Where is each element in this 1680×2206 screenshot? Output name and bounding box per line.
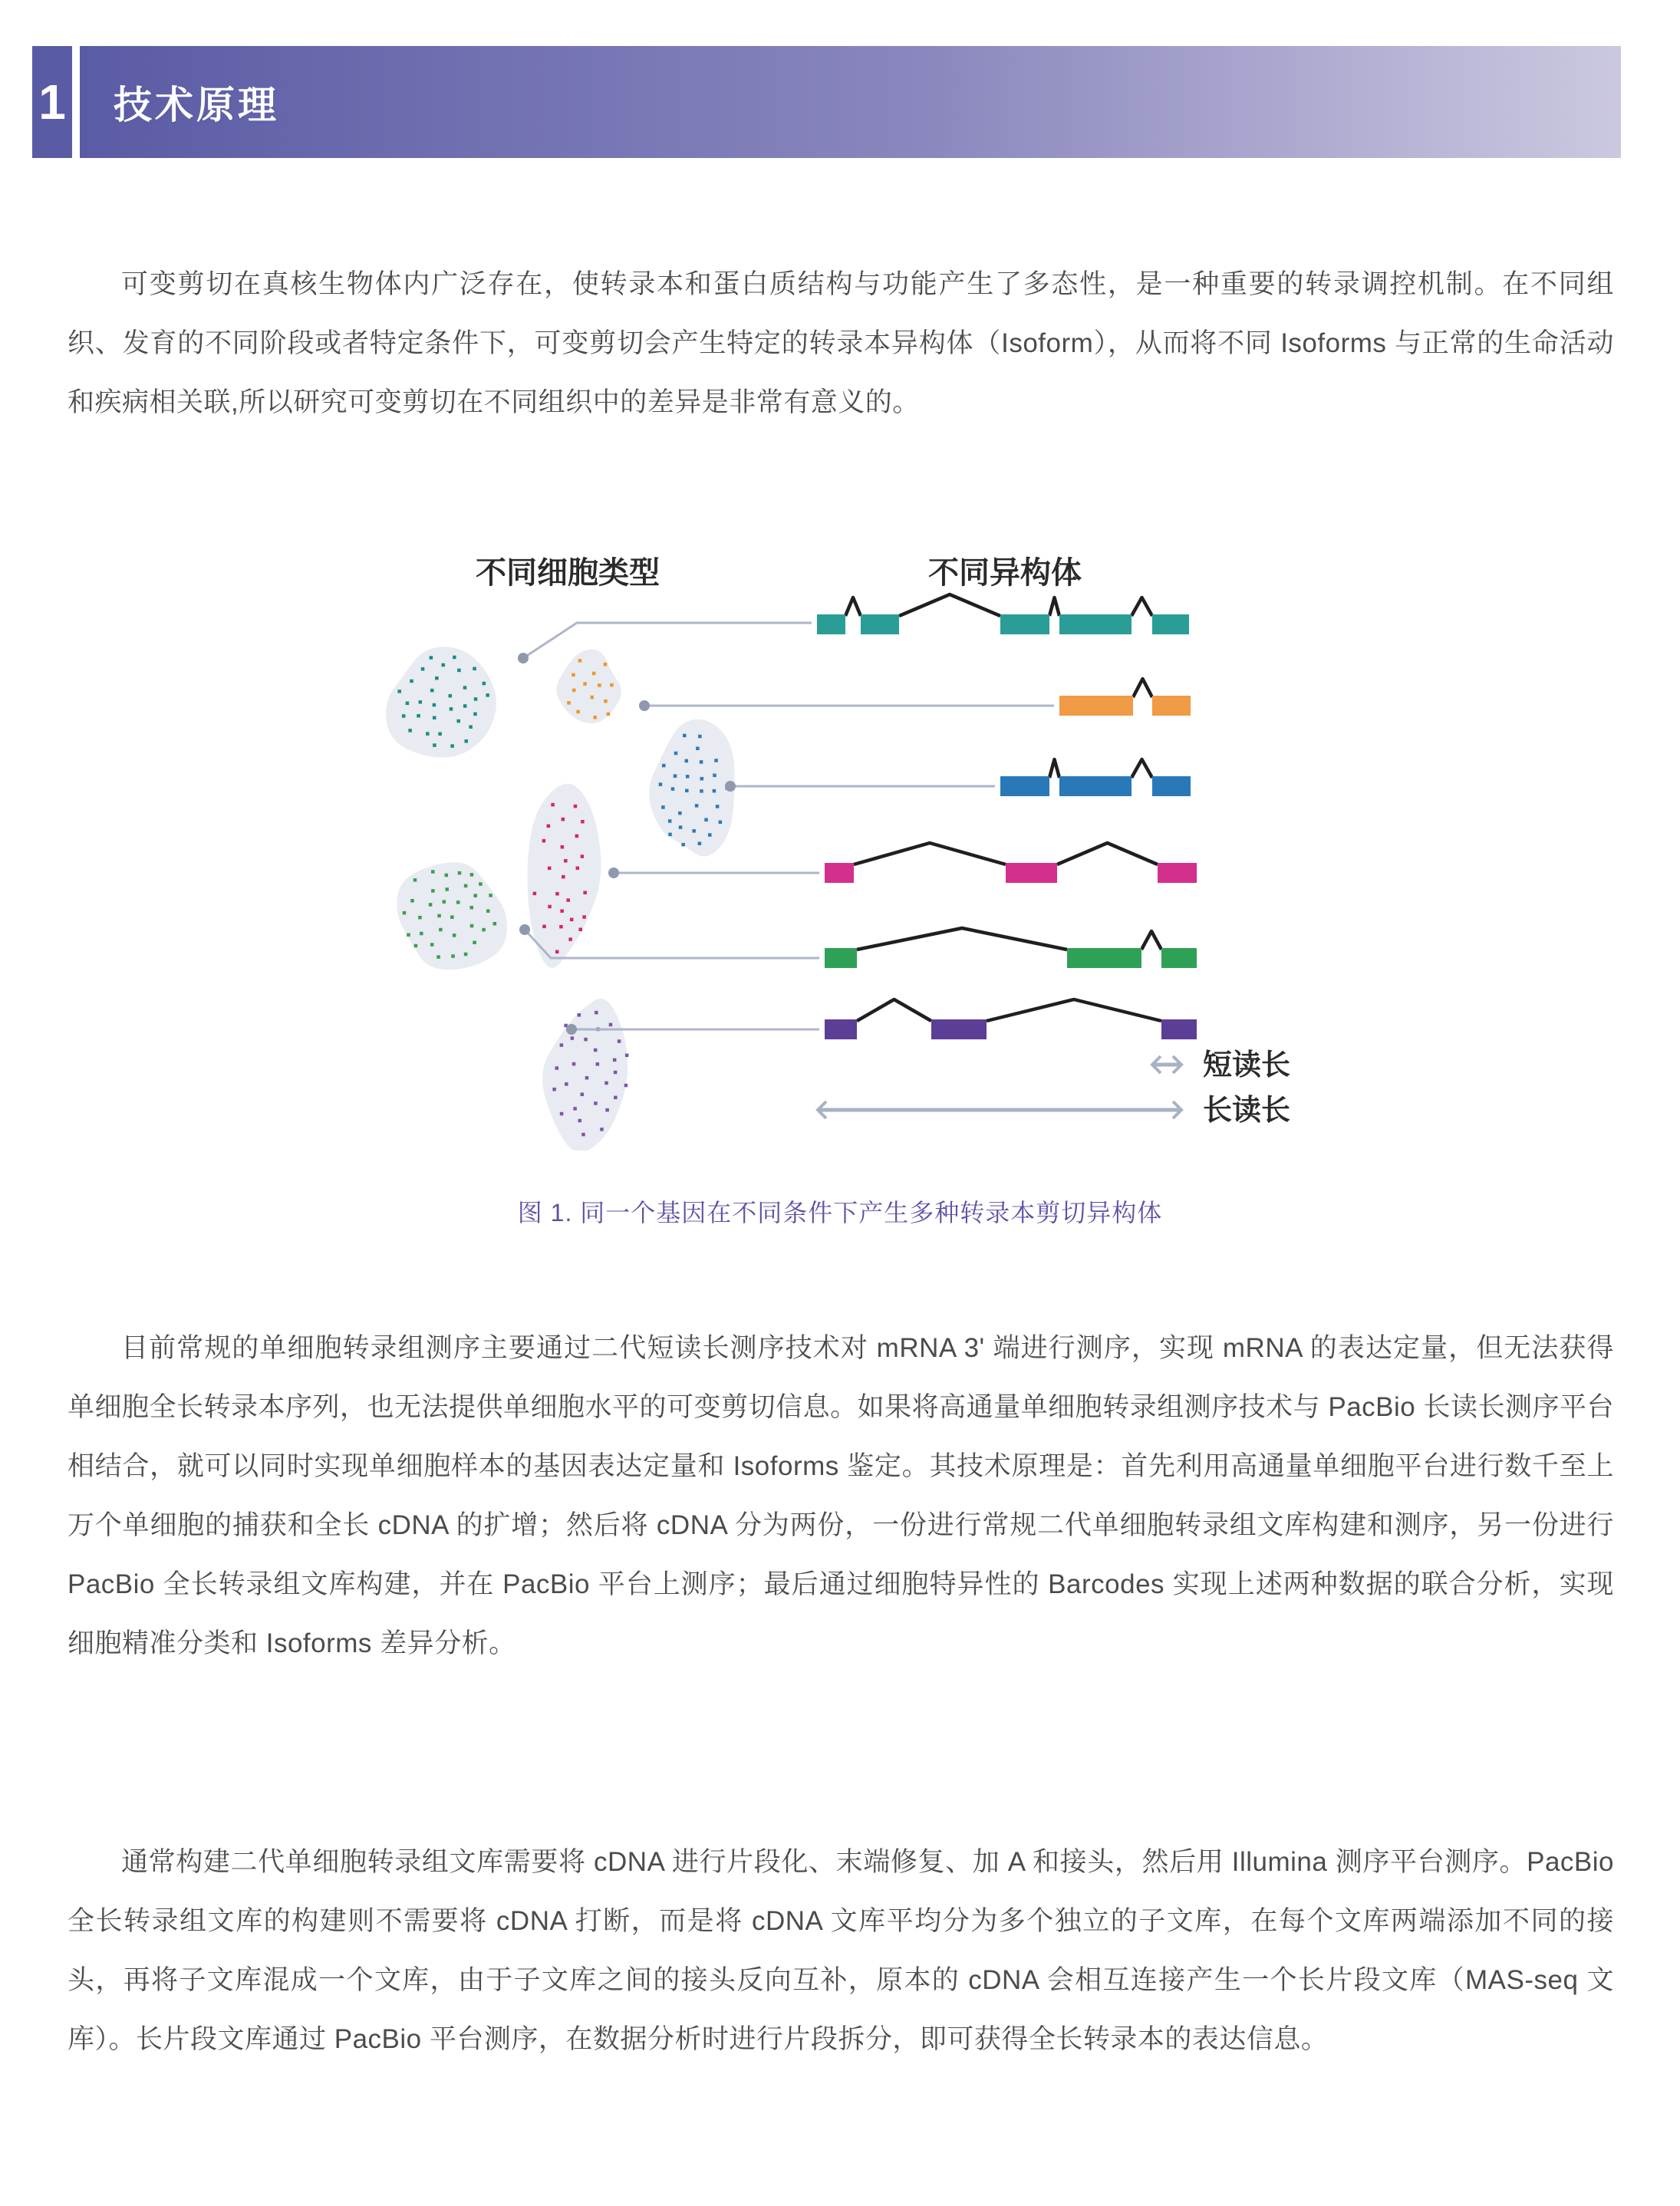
cell-dot xyxy=(685,789,689,793)
cell-dot xyxy=(433,743,436,747)
cell-dot xyxy=(613,1059,617,1062)
cell-dot xyxy=(562,875,565,879)
cell-dot xyxy=(493,922,497,926)
cell-dot xyxy=(469,725,473,729)
cell-dot xyxy=(576,867,580,871)
cell-dot xyxy=(438,732,442,736)
cell-dot xyxy=(698,735,702,739)
connector-dot-green xyxy=(519,924,530,935)
exon-orange xyxy=(1152,696,1191,716)
cell-dot xyxy=(453,656,456,660)
cell-dot xyxy=(533,892,537,896)
exon-teal xyxy=(1152,614,1189,634)
cell-dot xyxy=(463,704,467,708)
cell-dot xyxy=(713,789,716,793)
cell-dot xyxy=(451,954,455,958)
exon-teal xyxy=(861,614,899,634)
cell-dot xyxy=(614,1096,618,1100)
connector-dot-blue xyxy=(725,781,736,792)
cell-dot xyxy=(679,825,683,829)
cell-dot xyxy=(668,819,672,823)
cell-dot xyxy=(578,659,582,663)
cell-dot xyxy=(598,683,601,687)
cell-dot xyxy=(595,1011,598,1015)
cell-dot xyxy=(450,915,454,919)
cell-dot xyxy=(713,774,716,778)
cell-dot xyxy=(457,669,461,673)
cell-dot xyxy=(435,677,439,680)
cell-dot xyxy=(578,1013,581,1017)
cell-dot xyxy=(575,835,579,838)
cell-dot xyxy=(659,782,663,786)
cell-dot xyxy=(430,943,434,947)
cell-dot xyxy=(578,1119,582,1123)
splice-junction xyxy=(857,999,931,1021)
cell-dot xyxy=(445,887,449,891)
cell-cluster-purple xyxy=(542,999,628,1151)
cell-dot xyxy=(562,818,565,821)
cell-dot xyxy=(624,1084,628,1088)
cell-dot xyxy=(609,1023,613,1027)
exon-teal xyxy=(1059,614,1132,634)
splice-junction xyxy=(1057,843,1158,864)
splice-junction xyxy=(845,598,861,616)
cell-dot xyxy=(555,950,559,954)
cell-dot xyxy=(714,759,718,762)
cell-dot xyxy=(700,789,703,793)
cell-dot xyxy=(681,843,685,847)
cell-dot xyxy=(551,803,555,807)
connector-dot-teal xyxy=(518,653,529,663)
exon-teal xyxy=(1000,614,1049,634)
cell-dot xyxy=(578,928,582,932)
cell-dot xyxy=(548,905,552,909)
cell-dot xyxy=(489,894,492,897)
cell-dot xyxy=(407,933,410,937)
cell-dot xyxy=(719,821,723,825)
cell-dot xyxy=(559,925,563,929)
figure-caption: 图 1. 同一个基因在不同条件下产生多种转录本剪切异构体 xyxy=(517,1199,1163,1226)
cell-dot xyxy=(584,1038,588,1042)
splice-junction xyxy=(899,594,1000,616)
cell-dot xyxy=(668,833,672,837)
cell-dot xyxy=(431,889,435,893)
cell-dot xyxy=(408,729,412,733)
cell-dot xyxy=(560,1043,564,1047)
cell-dot xyxy=(581,1092,585,1096)
cell-dot xyxy=(458,871,462,875)
cell-dot xyxy=(600,1128,604,1131)
cell-dot xyxy=(429,903,433,907)
cell-dot xyxy=(547,825,551,828)
cell-dot xyxy=(420,932,423,936)
cell-dot xyxy=(406,702,410,706)
cell-dot xyxy=(397,690,401,693)
cell-dot xyxy=(618,1039,621,1043)
cell-dot xyxy=(479,882,483,886)
cell-dot xyxy=(685,759,689,763)
exon-blue xyxy=(1000,776,1049,796)
cell-dot xyxy=(433,716,436,719)
cell-dot xyxy=(565,1082,568,1086)
cell-dot xyxy=(572,673,575,677)
cell-dot xyxy=(604,663,608,667)
cell-dot xyxy=(449,694,453,698)
splice-junction xyxy=(1132,598,1152,616)
splice-junction xyxy=(1049,759,1059,778)
cell-dot xyxy=(445,874,449,877)
cell-dot xyxy=(463,686,467,690)
figure-header-isoforms: 不同异构体 xyxy=(928,556,1082,590)
cell-dot xyxy=(548,867,552,871)
connector-line-teal xyxy=(523,623,812,658)
cell-dot xyxy=(566,898,570,902)
section-header xyxy=(0,46,1680,158)
cell-dot xyxy=(473,713,477,716)
cell-dot xyxy=(417,714,420,718)
cell-cluster-teal xyxy=(386,647,496,757)
cell-dot xyxy=(450,707,453,711)
cell-dot xyxy=(582,915,586,919)
cell-dot xyxy=(674,774,677,778)
exon-green xyxy=(1161,948,1197,968)
cell-dot xyxy=(419,700,423,704)
splice-junction xyxy=(857,928,1067,950)
cell-dot xyxy=(607,713,611,716)
cell-dot xyxy=(695,804,699,808)
exon-purple xyxy=(1161,1019,1197,1039)
cell-dot xyxy=(542,839,546,843)
cell-dot xyxy=(698,841,702,845)
splice-junction xyxy=(854,843,1006,864)
cell-dot xyxy=(453,933,456,937)
cell-dot xyxy=(671,787,675,791)
cell-dot xyxy=(473,940,476,944)
cell-dot xyxy=(573,1107,577,1111)
cell-dot xyxy=(561,845,565,849)
cell-cluster-blue xyxy=(649,719,734,857)
cell-dot xyxy=(403,911,407,915)
cell-dot xyxy=(708,833,712,837)
cell-dot xyxy=(568,937,572,941)
paragraph-library: 通常构建二代单细胞转录组文库需要将 cDNA 进行片段化、末端修复、加 A 和接头，然后用 Illumina 测序平台测序。PacBio 全长转录组文库的构建则不需要将 cDNA 打断，而是将 cDNA 文库平均分为多个独立的子文库，在每个文库两端添加不同的接头，再将子文库混成一个文库，由于子文库之间的接头反向互补，原本的 cDNA 会相互连接产生一个长片段文库（MAS-seq 文库）。长片段文库通过 PacBio 平台测序，在数据分析时进行片段拆分，即可获得全长转录本的表达信息。 xyxy=(68,1847,1614,2054)
cell-dot xyxy=(431,870,435,874)
figure-isoform-diagram xyxy=(384,529,1342,1151)
splice-junction xyxy=(1141,931,1161,950)
cell-dot xyxy=(542,925,546,929)
cell-dot xyxy=(572,1062,576,1066)
cell-dot xyxy=(686,775,690,779)
cell-dot xyxy=(486,693,489,697)
cell-dot xyxy=(661,805,665,809)
section-number: 1 xyxy=(32,46,72,158)
exon-purple xyxy=(931,1019,987,1039)
cell-dot xyxy=(593,716,597,719)
cell-dot xyxy=(604,1082,608,1085)
cell-dot xyxy=(571,1036,575,1040)
cell-dot xyxy=(700,760,703,764)
exon-green xyxy=(1067,948,1141,968)
short-read-label: 短读长 xyxy=(1203,1049,1291,1082)
cell-dot xyxy=(469,906,473,910)
cell-dot xyxy=(418,916,422,920)
cell-dot xyxy=(456,901,460,904)
cell-dot xyxy=(674,752,678,756)
exon-purple xyxy=(825,1019,857,1039)
exon-teal xyxy=(817,614,845,634)
cell-dot xyxy=(436,955,440,959)
cell-dot xyxy=(437,914,441,918)
cell-dot xyxy=(433,703,436,707)
exon-magenta xyxy=(1006,863,1057,883)
exon-blue xyxy=(1059,776,1132,796)
cell-dot xyxy=(614,1071,618,1075)
exon-green xyxy=(825,948,857,968)
cell-dot xyxy=(590,696,594,700)
cell-dot xyxy=(625,1054,629,1058)
exon-magenta xyxy=(1158,863,1197,883)
paragraph-intro: 可变剪切在真核生物体内广泛存在，使转录本和蛋白质结构与功能产生了多态性，是一种重要的转录调控机制。在不同组织、发育的不同阶段或者特定条件下，可变剪切会产生特定的转录本异构体（Isoform），从而将不同 Isoforms 与正常的生命活动和疾病相关联,所以研究可变剪切在不同组织中的差异是非常有意义的。 xyxy=(68,269,1614,417)
cell-dot xyxy=(474,697,478,701)
cell-dot xyxy=(483,682,486,686)
cell-dot xyxy=(443,900,446,904)
cell-dot xyxy=(470,924,474,928)
cell-dot xyxy=(592,672,596,676)
cell-dot xyxy=(564,859,568,863)
cell-dot xyxy=(430,656,433,660)
cell-dot xyxy=(572,689,576,693)
cell-dot xyxy=(413,878,417,882)
cell-dot xyxy=(610,683,614,687)
cell-dot xyxy=(464,884,468,888)
cell-dot xyxy=(470,873,474,877)
section-title-bar xyxy=(80,46,1621,158)
connector-dot-orange xyxy=(639,700,650,711)
cell-dot xyxy=(678,812,682,815)
cell-dot xyxy=(473,667,476,671)
figure-header-cell-types: 不同细胞类型 xyxy=(476,556,660,590)
cell-dot xyxy=(555,892,559,896)
cell-dot xyxy=(581,820,585,824)
cell-dot xyxy=(552,1088,556,1091)
cell-dot xyxy=(594,1101,598,1105)
cell-dot xyxy=(605,1108,609,1112)
cell-dot xyxy=(716,805,720,808)
cell-dot xyxy=(581,854,585,858)
cell-dot xyxy=(442,663,446,667)
cell-dot xyxy=(473,894,477,897)
cell-dot xyxy=(583,682,587,686)
cell-dot xyxy=(581,1133,585,1137)
cell-dot xyxy=(683,734,687,738)
exon-blue xyxy=(1152,776,1191,796)
section-title: 技术原理 xyxy=(114,84,279,127)
cell-dot xyxy=(414,944,418,948)
cell-dot xyxy=(662,764,666,768)
cell-dot xyxy=(692,829,696,833)
connector-dot-magenta xyxy=(608,868,619,878)
connector-dot-purple xyxy=(566,1024,577,1035)
cell-dot xyxy=(410,680,413,683)
paragraph-principle: 目前常规的单细胞转录组测序主要通过二代短读长测序技术对 mRNA 3' 端进行测序，实现 mRNA 的表达定量，但无法获得单细胞全长转录本序列，也无法提供单细胞水平的可变剪切信息。如果将高通量单细胞转录组测序技术与 PacBio 长读长测序平台相结合，就可以同时实现单细胞样本的基因表达定量和 Isoforms 鉴定。其技术原理是：首先利用高通量单细胞平台进行数千至上万个单细胞的捕获和全长 cDNA 的扩增；然后将 cDNA 分为两份，一份进行常规二代单细胞转录组文库构建和测序，另一份进行 PacBio 全长转录组文库构建，并在 PacBio 平台上测序；最后通过细胞特异性的 Barcodes 实现上述两种数据的联合分析，实现细胞精准分类和 Isoforms 差异分析。 xyxy=(68,1333,1614,1658)
cell-dot xyxy=(567,701,571,705)
splice-junction xyxy=(1049,598,1059,616)
cell-dot xyxy=(482,928,486,932)
cell-dot xyxy=(426,732,430,736)
cell-dot xyxy=(456,719,460,723)
cell-dot xyxy=(700,777,704,781)
cell-dot xyxy=(560,1112,564,1116)
cell-dot xyxy=(410,899,414,903)
cell-dot xyxy=(576,710,580,714)
exon-magenta xyxy=(825,863,854,883)
cell-dot xyxy=(464,739,468,743)
cell-dot xyxy=(555,1066,559,1070)
exon-orange xyxy=(1059,696,1133,716)
splice-junction xyxy=(1132,759,1152,778)
cell-dot xyxy=(439,928,443,932)
cell-dot xyxy=(402,714,406,718)
cell-dot xyxy=(585,1076,589,1080)
cell-dot xyxy=(450,744,454,748)
cell-dot xyxy=(583,891,587,894)
cell-dot xyxy=(574,805,578,808)
splice-junction xyxy=(1133,679,1152,697)
cell-dot xyxy=(696,747,700,751)
long-read-label: 长读长 xyxy=(1203,1095,1291,1127)
splice-junction xyxy=(987,999,1161,1021)
cell-dot xyxy=(594,1049,598,1052)
cell-dot xyxy=(486,909,490,913)
cell-dot xyxy=(430,689,434,693)
cell-dot xyxy=(464,953,468,956)
cell-dot xyxy=(596,1062,600,1066)
cell-dot xyxy=(604,700,608,703)
cell-dot xyxy=(570,918,574,922)
cell-dot xyxy=(421,667,425,671)
cell-dot xyxy=(704,818,708,821)
cell-dot xyxy=(560,909,564,913)
